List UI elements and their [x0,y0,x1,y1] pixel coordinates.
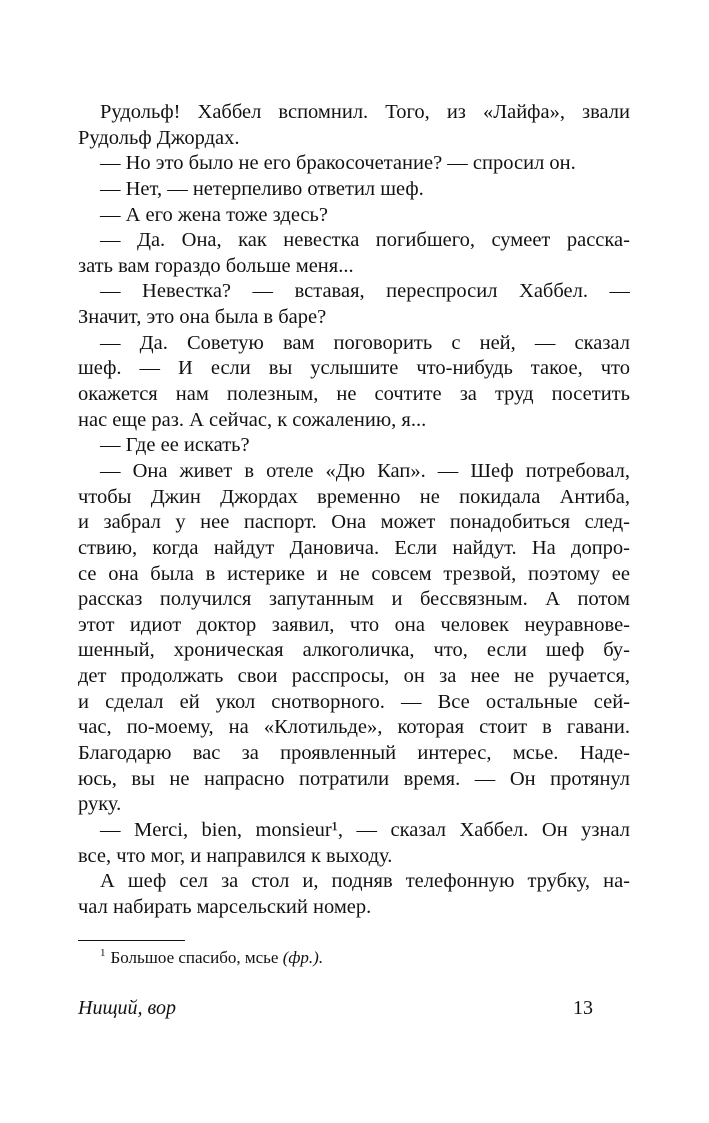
running-title: Нищий, вор [78,997,176,1019]
text-line: и сделал ей укол снотворного. — Все остальные сей- [78,690,630,713]
text-line: шеф. — И если вы услышите что-нибудь такое, что [78,357,630,380]
text-line: — Но это было не его бракосочетание? — спросил он. [100,152,576,175]
text-line: — А его жена тоже здесь? [100,203,328,226]
text-line: все, что мог, и направился к выходу. [78,844,393,867]
footnote-language-note: (фр.). [282,948,324,967]
text-line: шенный, хроническая алкоголичка, что, если шеф бу- [78,639,630,662]
footnote-marker: 1 [100,947,106,960]
text-line: окажется нам полезным, не сочтите за труд посетить [78,383,630,406]
text-line: Благодарю вас за проявленный интерес, мсье. Наде- [78,742,630,765]
text-line: Рудольф! Хаббел вспомнил. Того, из «Лайфа», звали [100,101,630,123]
text-line: чал набирать марсельский номер. [78,895,372,918]
text-line: нас еще раз. А сейчас, к сожалению, я... [78,408,427,431]
text-line: этот идиот доктор заявил, что она человек неуравнове- [78,613,630,636]
footnote-separator [78,940,185,941]
text-line: — Да. Советую вам поговорить с ней, — сказал [100,331,630,354]
text-block [78,100,630,921]
footnote [78,947,630,968]
text-line: юсь, вы не напрасно потратили время. — Он протянул [78,767,630,790]
text-line: час, по-моему, на «Клотильде», которая стоит в гавани. [78,716,630,739]
page-footer [78,997,630,1020]
text-line: — Да. Она, как невестка погибшего, сумеет расска- [100,229,630,252]
text-line: Значит, это она была в баре? [78,306,327,329]
text-line: — Она живет в отеле «Дю Кап». — Шеф потребовал, [100,459,630,482]
text-line: дет продолжать свои расспросы, он за нее не ручается, [78,665,630,688]
text-line: ствию, когда найдут Дановича. Если найдут. На допро- [78,536,630,559]
text-line: и забрал у нее паспорт. Она может понадобиться след- [78,511,630,534]
text-line: — Где ее искать? [100,434,250,457]
text-line: се она была в истерике и не совсем трезвой, поэтому ее [78,562,630,585]
text-line: рассказ получился запутанным и бессвязным. А потом [78,588,630,611]
page-number: 13 [573,997,593,1019]
text-line: — Невестка? — вставая, переспросил Хаббел. — [100,280,630,303]
footnote-text: Большое спасибо, мсье [110,948,283,967]
text-line: — Merci, bien, monsieur¹, — сказал Хаббел. Он узнал [100,818,630,841]
text-line: Рудольф Джордах. [78,126,240,149]
text-line: чтобы Джин Джордах временно не покидала Антиба, [78,485,630,508]
text-line: А шеф сел за стол и, подняв телефонную трубку, на- [100,870,630,893]
text-line: — Нет, — нетерпеливо ответил шеф. [100,177,424,200]
text-line: зать вам гораздо больше меня... [78,254,354,277]
text-line: руку. [78,793,122,816]
